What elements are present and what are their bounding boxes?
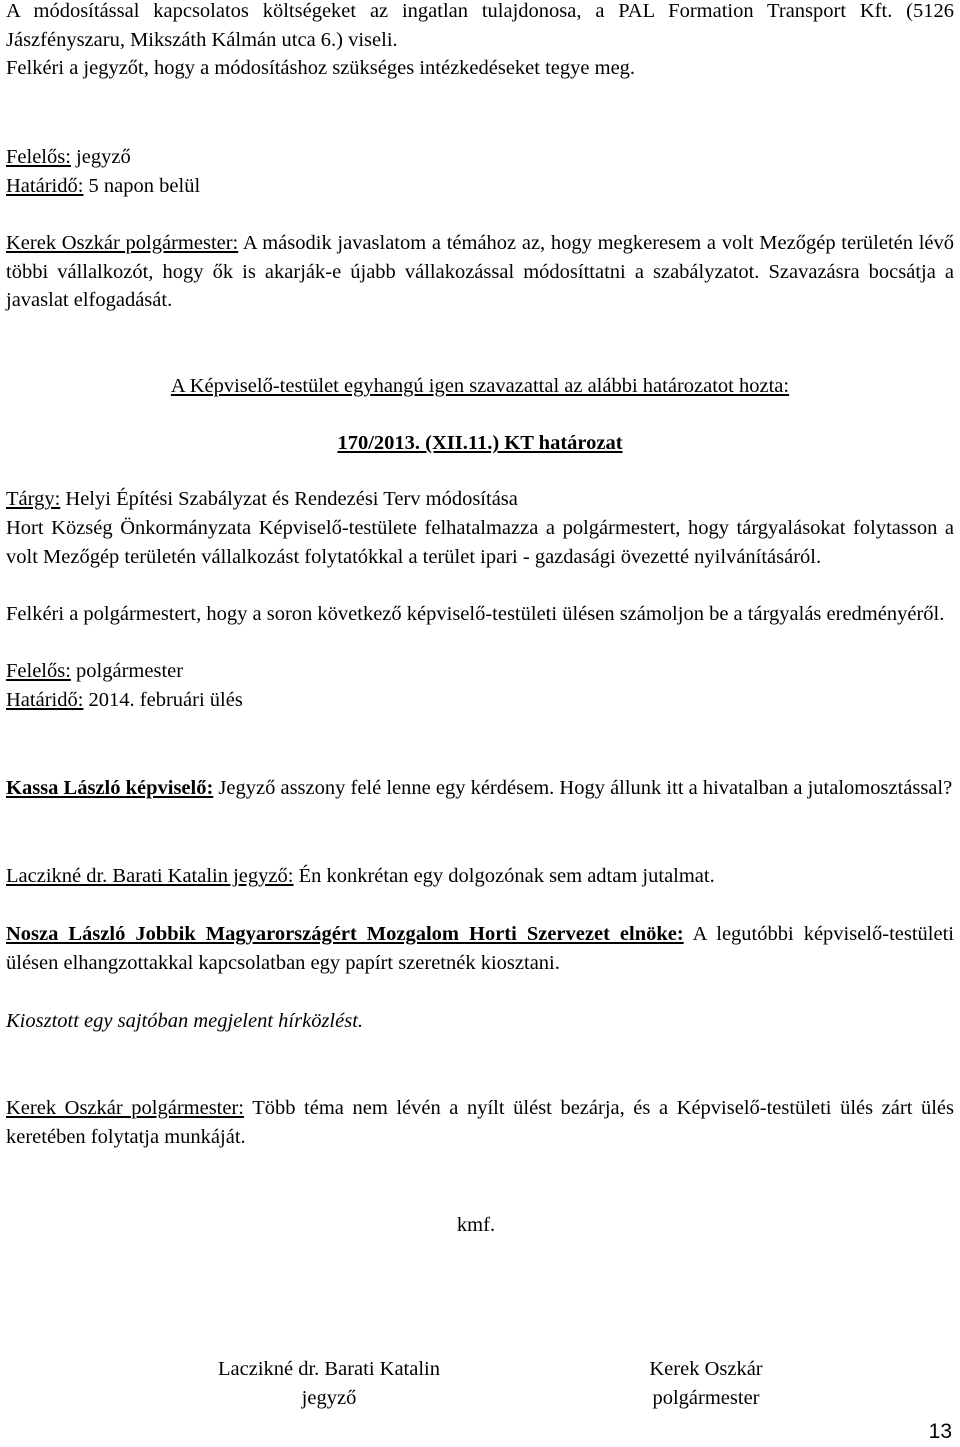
speaker-mayor: Kerek Oszkár polgármester: [6, 1097, 244, 1119]
speaker-kassa: Kassa László képviselő: [6, 777, 214, 799]
subject-label: Tárgy: [6, 488, 61, 510]
responsible-value: jegyző [70, 146, 131, 168]
resolution-paragraph-1: Hort Község Önkormányzata Képviselő-testülete felhatalmazza a polgármestert, hogy tárgyalásokat folytasson a volt Mezőgép területén vállalkozást folytatókkal a terület ipari - gazdasági övezetté nyilvánításáról. [6, 517, 954, 568]
deadline-value: 2014. februári ülés [83, 689, 243, 711]
responsible-line-2 [6, 657, 954, 686]
resolution-subject [6, 485, 954, 514]
signature-name: Kerek Oszkár [649, 1358, 763, 1380]
resolution-paragraph-2: Felkéri a polgármestert, hogy a soron következő képviselő-testületi ülésen számoljon be a tárgyalás eredményéről. [6, 603, 945, 625]
deadline-label: Határidő: [6, 175, 84, 197]
notary-answer [6, 862, 954, 891]
statement-text: Én konkrétan egy dolgozónak sem adtam jutalmat. [293, 865, 715, 887]
speaker-mayor: Kerek Oszkár polgármester: [6, 232, 239, 254]
nosza-statement [6, 920, 954, 977]
resolution-title: 170/2013. (XII.11.) KT határozat [337, 432, 623, 454]
handout-note: Kiosztott egy sajtóban megjelent hírközlést. [6, 1010, 364, 1032]
vote-line: A Képviselő-testület egyhangú igen szavazattal az alábbi határozatot hozta: [170, 375, 790, 397]
signature-name: Laczikné dr. Barati Katalin [218, 1358, 440, 1380]
signature-mayor [596, 1355, 816, 1413]
kassa-question [6, 774, 954, 803]
statement-text: A legutóbbi képviselő-testületi ülésen elhangzottakkal kapcsolatban egy papírt szeretnék kiosztani. [6, 923, 954, 974]
statement-text: Jegyző asszony felé lenne egy kérdésem. Hogy állunk itt a hivatalban a jutalomosztással? [213, 777, 953, 799]
responsible-line-1 [6, 143, 954, 172]
responsible-label: Felelős: [6, 660, 71, 682]
signature-role: jegyző [301, 1387, 357, 1409]
deadline-line-2 [6, 686, 954, 715]
request-paragraph: Felkéri a jegyzőt, hogy a módosításhoz szükséges intézkedéseket tegye meg. [6, 57, 636, 79]
responsible-label: Felelős: [6, 146, 71, 168]
responsible-value: polgármester [70, 660, 184, 682]
kmf-label: kmf. [456, 1214, 496, 1236]
mayor-statement-1 [6, 229, 954, 315]
cost-paragraph: A módosítással kapcsolatos költségeket az ingatlan tulajdonosa, a PAL Formation Transport Kft. (5126 Jászfényszaru, Mikszáth Kálmán utca 6.) viseli. [6, 0, 954, 51]
deadline-line-1 [6, 172, 954, 201]
subject-value: Helyi Építési Szabályzat és Rendezési Terv módosítása [60, 488, 518, 510]
mayor-statement-2 [6, 1094, 954, 1151]
signature-notary [174, 1355, 484, 1413]
signature-role: polgármester [652, 1387, 760, 1409]
page-number: 13 [928, 1420, 952, 1443]
statement-text: Több téma nem lévén a nyílt ülést bezárja, és a Képviselő-testületi ülés zárt ülés keretében folytatja munkáját. [6, 1097, 954, 1148]
statement-text: A második javaslatom a témához az, hogy megkeresem a volt Mezőgép területén lévő többi vállalkozót, hogy ők is akarják-e újabb vállakozással módosíttatni a szabályzatot. Szavazásra bocsátja a javaslat elfogadását. [6, 232, 954, 311]
deadline-value: 5 napon belül [83, 175, 201, 197]
speaker-notary: Laczikné dr. Barati Katalin jegyző: [6, 865, 294, 887]
document-page [6, 0, 954, 1444]
deadline-label: Határidő: [6, 689, 84, 711]
speaker-nosza: Nosza László Jobbik Magyarországért Mozgalom Horti Szervezet elnöke: [6, 923, 684, 945]
